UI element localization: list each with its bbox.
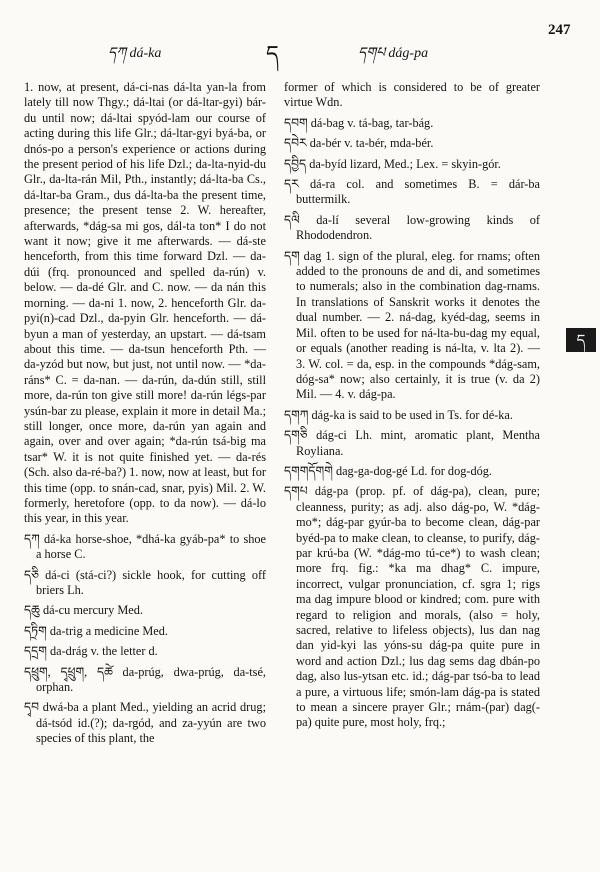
entry-da-li: དལི da-lí several low-growing kinds of Rhododendron. bbox=[284, 212, 540, 243]
page-number: 247 bbox=[548, 22, 571, 38]
right-guide-word: དགཔ dág-pa bbox=[358, 46, 429, 61]
entry-da-ci: དཅི dá-ci (stá-ci?) sickle hook, for cutting off briers Lh. bbox=[24, 567, 266, 597]
entry-da-ka: དཀ dá-ka horse-shoe, *dhá-ka gyáb-pa* to shoe a horse C. bbox=[24, 531, 266, 562]
entry-dag-ka: དགཀ dág-ka is said to be used in Ts. for dé-ka. bbox=[284, 407, 513, 422]
entry-da-drag: དདྲག da-drág v. the letter d. bbox=[24, 644, 158, 659]
page-header bbox=[0, 0, 600, 66]
entry-da-prug: དཕྲུག, དྭཕྲུག, དཚེ da-prúg, dwa-prúg, da-tsé, orphan. bbox=[24, 664, 266, 695]
entry-da-trig: དཏྲིག da-trig a medicine Med. bbox=[24, 623, 168, 638]
left-guide-word: དཀ dá-ka bbox=[108, 46, 162, 61]
left-column bbox=[24, 80, 266, 752]
entry-da-ra: དར dá-ra col. and sometimes B. = dár-ba buttermilk. bbox=[284, 177, 540, 207]
entry-dag-pa: དགཔ dág-pa (prop. pf. of dág-pa), clean, pure; cleanness, purity; as adj. also dág-po, W. *dág-mo*; dág-par gyúr-ba to become clean, dág-par byéd-pa to make clean, to cleanse, to purify, dág-par krú-ba (W. *dág-mo tú-ce*) to wash clean; more frq. fig.: *ka ma dhag* C. impure, incorrect, vulgar pronunciation, cf. sgra 1; rigs ma dag impure blood or kindred; com. pure with regard to religion and morals, (also = holy, sacred, relative to lifeless objects), lus dan nag dan yid-kyi las yóns-su dág-pa quite pure in word and action Dzl.; lus dag sems dag dbán-po dag, also lus-ytsan etc. id.; dág-par tsó-ba to lead a pure, a virtuous life; smón-lam dág-pa is stated to mean a sincere prayer Glr.; rnám-(par) dag(-pa) quite pure, most holy, frq.; bbox=[284, 484, 540, 730]
entry-da-ber: དབེར da-bér v. ta-bér, mda-bér. bbox=[284, 136, 434, 151]
entry-dwa-ba: དྭབ dwá-ba a plant Med., yielding an acrid drug; dá-tsód id.(?); da-rgód, and za-yyún are two species of this plant, the bbox=[24, 700, 266, 746]
entry-da-byid: དབྱིད da-byíd lizard, Med.; Lex. = skyin-gór. bbox=[284, 156, 501, 171]
entry-dag-ci: དགཅི dág-ci Lh. mint, aromatic plant, Mentha Royliana. bbox=[284, 428, 540, 458]
entry-da-bag: དབག dá-bag v. tá-bag, tar-bág. bbox=[284, 115, 434, 130]
section-letter: ད bbox=[266, 41, 279, 66]
entry-dag-ga-dog-ge: དགགདོགགེ dag-ga-dog-gé Ld. for dog-dóg. bbox=[284, 463, 492, 478]
entry-continuation: former of which is considered to be of greater virtue Wdn. bbox=[284, 80, 540, 110]
entry-dag: དག dag 1. sign of the plural, eleg. for rnams; often added to the pronouns de and di, and sometimes to numerals; also in the combination dag-rnams. In translations of Sanskrit works it denotes the dual number. — 2. ná-dag, kyéd-dag, seems in Mil. often to be used for ná-lta-bu-dag my equal, or equals (another reading is ná-lta, v. lta 2). — 3. W. col. = da, esp. in the compounds *dág-sam, dóg-sa* now; also certainly, it is true (v. da 2) Mil. — 4. v. dág-pa. bbox=[284, 248, 540, 402]
thumb-index-tab: ད bbox=[566, 328, 596, 352]
entry-da-continuation: 1. now, at present, dá-ci-nas dá-lta yan-la from lately till now Thgy.; dá-ltai (or dá-ltar-gyi) bár-du until now; dá-ltai spyód-lam our course of acting during this life Glr.; dá-ltar-gyi byá-ba, or dnós-po a person's experience or actions during the present period of his life Dzl.; da-lta-nyid-du Glr., da-lta-rán Mil, Pth., instantly; dá-lta-ba Cs., dá-ltar-ba Gram., dus dá-lta-ba the present time, presence; the present tense 2. W. hereafter, afterwards, *dág-sa mi gos, dál-ta ton* I do not want it now; give it me afterwards. — dá-ste henceforth, from this time forward Dzl. — da-dúi (frq. pronounced and spelled da-rún) v. below. — da-dé Glr. and C. now. — da nán this morning. — da-ni 1. now, 2. henceforth Glr. da-pyi(n)-cad Dzl., da-pyin Glr. henceforth. — dá-byun a man of yesterday, an upstart. — dá-tsam about this time. — da-tsun henceforth Pth. — da-yzód but now, but just, not until now. — *da-ráns* C. = da-nan. — da-rún, da-dún still, still more, da-rún ton give still more! da-rún légs-par ysún-bar zu please, explain it more in detail Ma.; still longer, once more, da-rún yan again and again, over and over again; *da-rún tsá-big ma tsar* W. it is not quite finished yet. — da-rés (Sch. also da-ré-ba?) 1. now, now at least, but for this time (opp. to snán-cad, snar, pyis) Mil. 2. W. formerly, heretofore (opp. to da now). — dá-lo this year, in this year. bbox=[24, 80, 266, 526]
right-column bbox=[284, 80, 540, 736]
entry-da-cu: དཆུ dá-cu mercury Med. bbox=[24, 603, 143, 618]
